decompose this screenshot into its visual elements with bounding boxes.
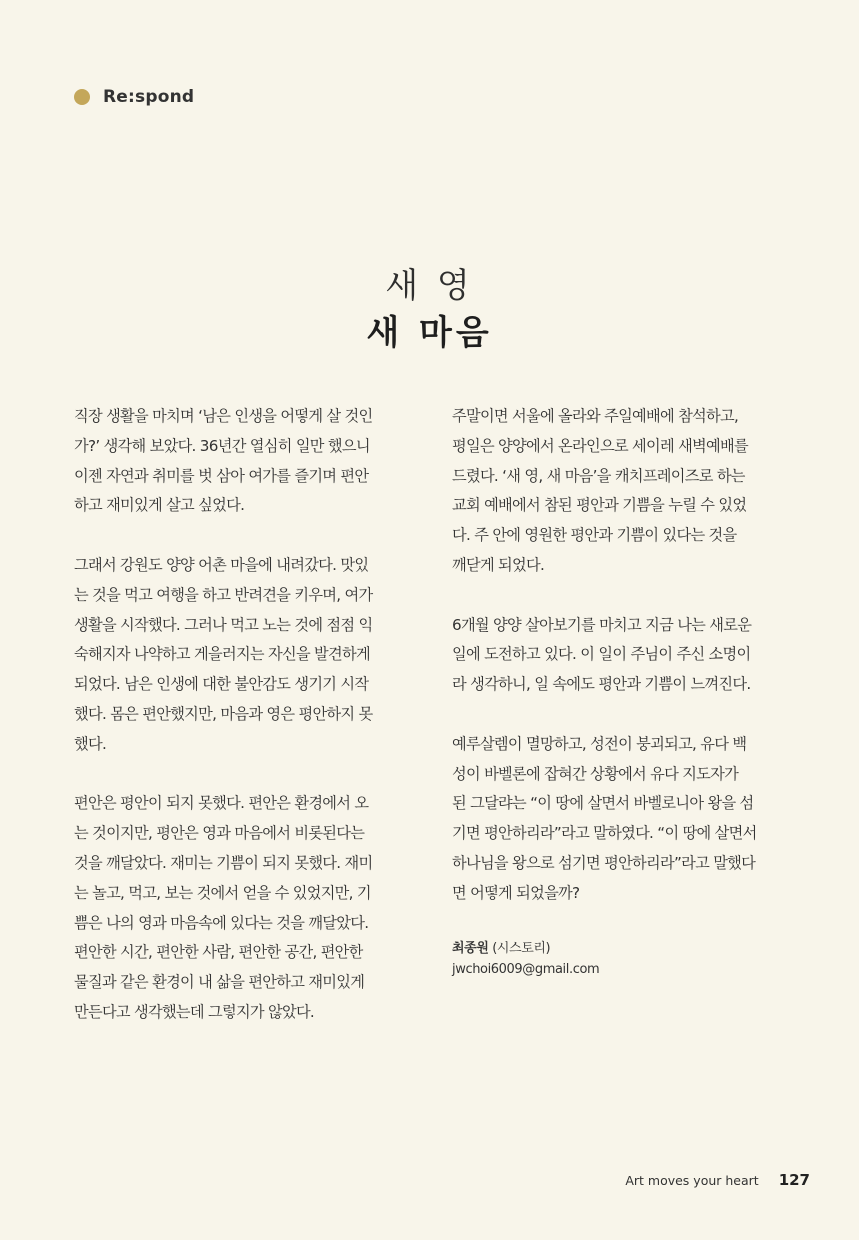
text-line: 다. 주 안에 영원한 평안과 기쁨이 있다는 것을 <box>452 526 737 545</box>
text-line: 했다. 몸은 편안했지만, 마음과 영은 평안하지 못 <box>74 704 373 723</box>
text-line: 일에 도전하고 있다. 이 일이 주님이 주신 소명이 <box>452 645 751 664</box>
text-line: 되었다. 남은 인생에 대한 불안감도 생기기 시작 <box>74 675 369 694</box>
text-line: 쁨은 나의 영과 마음속에 있다는 것을 깨달았다. <box>74 913 369 932</box>
paragraph <box>74 789 424 1027</box>
text-line: 물질과 같은 환경이 내 삶을 편안하고 재미있게 <box>74 973 365 992</box>
author-info <box>452 938 802 980</box>
text-line: 편안은 평안이 되지 못했다. 편안은 환경에서 오 <box>74 794 369 813</box>
paragraph <box>74 402 424 521</box>
left-column <box>74 402 424 1058</box>
text-line: 편안한 시간, 편안한 사람, 편안한 공간, 편안한 <box>74 943 363 962</box>
title-line-2: 새 마음 <box>366 313 493 353</box>
text-line: 주말이면 서울에 올라와 주일예배에 참석하고, <box>452 407 739 425</box>
text-line: 깨닫게 되었다. <box>452 555 545 574</box>
text-line: 기면 평안하리라”라고 말하였다. “이 땅에 살면서 <box>452 824 757 843</box>
footer-tagline: Art moves your heart <box>625 1173 759 1188</box>
page-footer <box>625 1171 810 1189</box>
text-line: 6개월 양양 살아보기를 마치고 지금 나는 새로운 <box>452 615 752 634</box>
text-line: 교회 예배에서 참된 평안과 기쁨을 누릴 수 있었 <box>452 496 747 515</box>
text-line: 만든다고 생각했는데 그렇지가 않았다. <box>74 1002 315 1021</box>
paragraph <box>452 611 802 700</box>
title-line-1: 새 영 <box>385 266 474 306</box>
text-line: 숙해지자 나약하고 게을러지는 자신을 발견하게 <box>74 645 370 664</box>
text-line: 는 놀고, 먹고, 보는 것에서 얻을 수 있었지만, 기 <box>74 883 371 902</box>
article-title <box>0 262 859 356</box>
paragraph <box>74 551 424 760</box>
author-name: 최종원 <box>452 941 489 957</box>
author-church: (시스토리) <box>492 941 551 957</box>
right-column <box>452 402 802 980</box>
text-line: 예루살렘이 멸망하고, 성전이 붕괴되고, 유다 백 <box>452 734 747 753</box>
text-line: 하나님을 왕으로 섬기면 평안하리라”라고 말했다 <box>452 853 756 872</box>
author-email: jwchoi6009@gmail.com <box>452 962 600 978</box>
text-line: 것을 깨달았다. 재미는 기쁨이 되지 못했다. 재미 <box>74 853 373 872</box>
paragraph <box>452 402 802 581</box>
paragraph <box>452 730 802 909</box>
section-dot-icon <box>74 89 90 105</box>
author-line <box>452 938 802 959</box>
text-line: 는 것을 먹고 여행을 하고 반려견을 키우며, 여가 <box>74 585 373 604</box>
page-number: 127 <box>778 1171 810 1189</box>
section-label: Re:spond <box>103 87 195 107</box>
text-line: 이젠 자연과 취미를 벗 삼아 여가를 즐기며 편안 <box>74 466 369 485</box>
text-line: 는 것이지만, 평안은 영과 마음에서 비롯된다는 <box>74 824 365 843</box>
text-line: 성이 바벨론에 잡혀간 상황에서 유다 지도자가 <box>452 764 739 783</box>
text-line: 드렸다. ‘새 영, 새 마음’을 캐치프레이즈로 하는 <box>452 466 745 485</box>
text-line: 가?’ 생각해 보았다. 36년간 열심히 일만 했으니 <box>74 436 370 455</box>
text-line: 생활을 시작했다. 그러나 먹고 노는 것에 점점 익 <box>74 615 373 634</box>
text-line: 하고 재미있게 살고 싶었다. <box>74 496 245 515</box>
text-line: 직장 생활을 마치며 ‘남은 인생을 어떻게 살 것인 <box>74 407 373 425</box>
text-line: 했다. <box>74 734 107 753</box>
text-line: 라 생각하니, 일 속에도 평안과 기쁨이 느껴진다. <box>452 675 751 694</box>
text-line: 평일은 양양에서 온라인으로 세이레 새벽예배를 <box>452 436 748 455</box>
text-line: 면 어떻게 되었을까? <box>452 883 580 902</box>
text-line: 된 그달랴는 “이 땅에 살면서 바벨로니아 왕을 섬 <box>452 794 754 813</box>
text-line: 그래서 강원도 양양 어촌 마을에 내려갔다. 맛있 <box>74 555 369 574</box>
section-tag <box>74 86 194 108</box>
